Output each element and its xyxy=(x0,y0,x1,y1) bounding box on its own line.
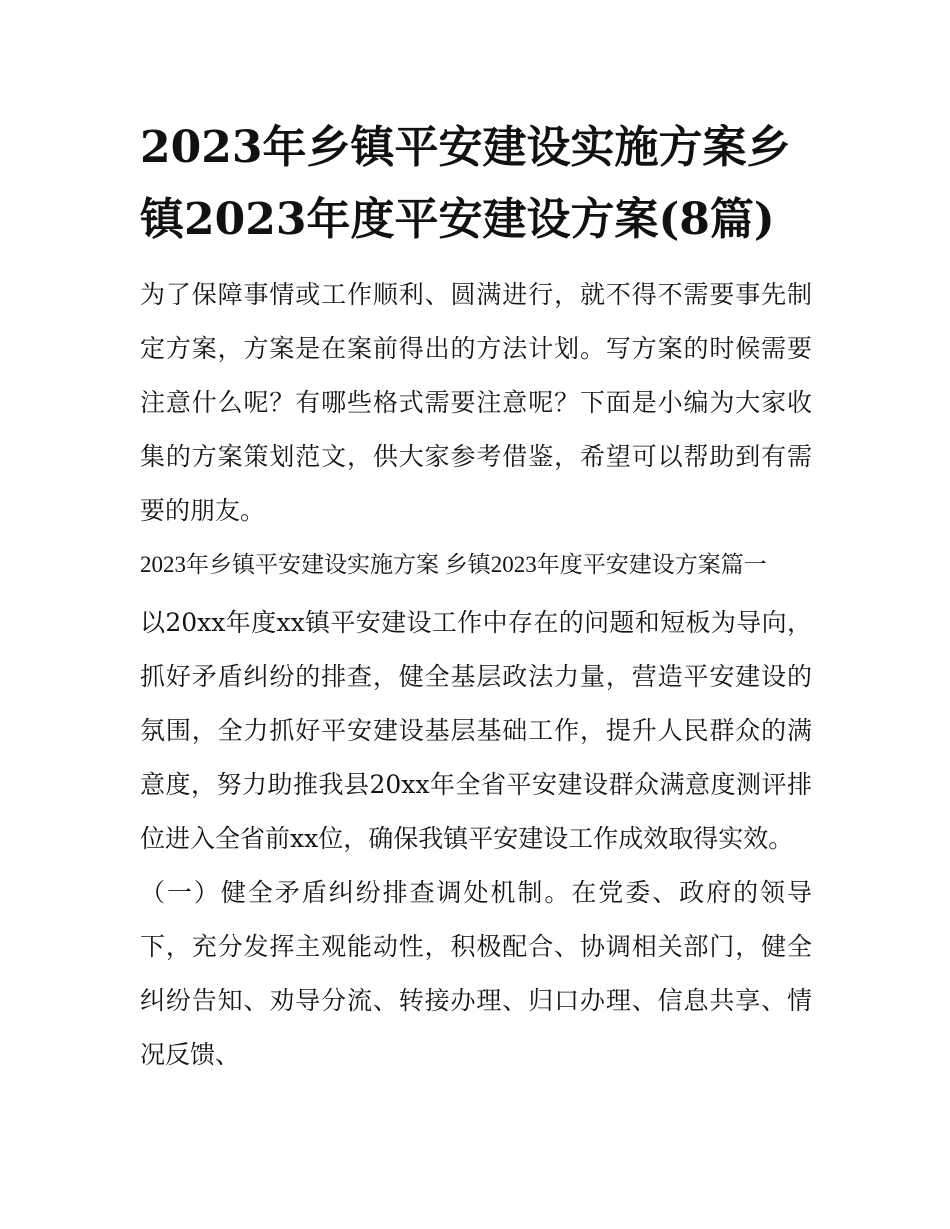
body-paragraph-2: （一）健全矛盾纠纷排查调处机制。在党委、政府的领导下，充分发挥主观能动性，积极配合、协调相关部门，健全纠纷告知、劝导分流、转接办理、归口办理、信息共享、情况反馈、 xyxy=(140,878,812,1069)
intro-paragraph: 为了保障事情或工作顺利、圆满进行，就不得不需要事先制定方案，方案是在案前得出的方法计划。写方案的时候需要注意什么呢？有哪些格式需要注意呢？下面是小编为大家收集的方案策划范文，供大家参考借鉴，希望可以帮助到有需要的朋友。 xyxy=(140,280,812,525)
section-heading: 2023年乡镇平安建设实施方案 乡镇2023年度平安建设方案篇一 xyxy=(140,552,767,577)
document-page xyxy=(140,112,812,1082)
document-title: 2023年乡镇平安建设实施方案乡镇2023年度平安建设方案(8篇) xyxy=(140,122,791,245)
body-paragraph-1: 以20xx年度xx镇平安建设工作中存在的问题和短板为导向，抓好矛盾纠纷的排查，健全基层政法力量，营造平安建设的氛围，全力抓好平安建设基层基础工作，提升人民群众的满意度，努力助推我县20xx年全省平安建设群众满意度测评排位进入全省前xx位，确保我镇平安建设工作成效取得实效。 xyxy=(140,608,812,853)
